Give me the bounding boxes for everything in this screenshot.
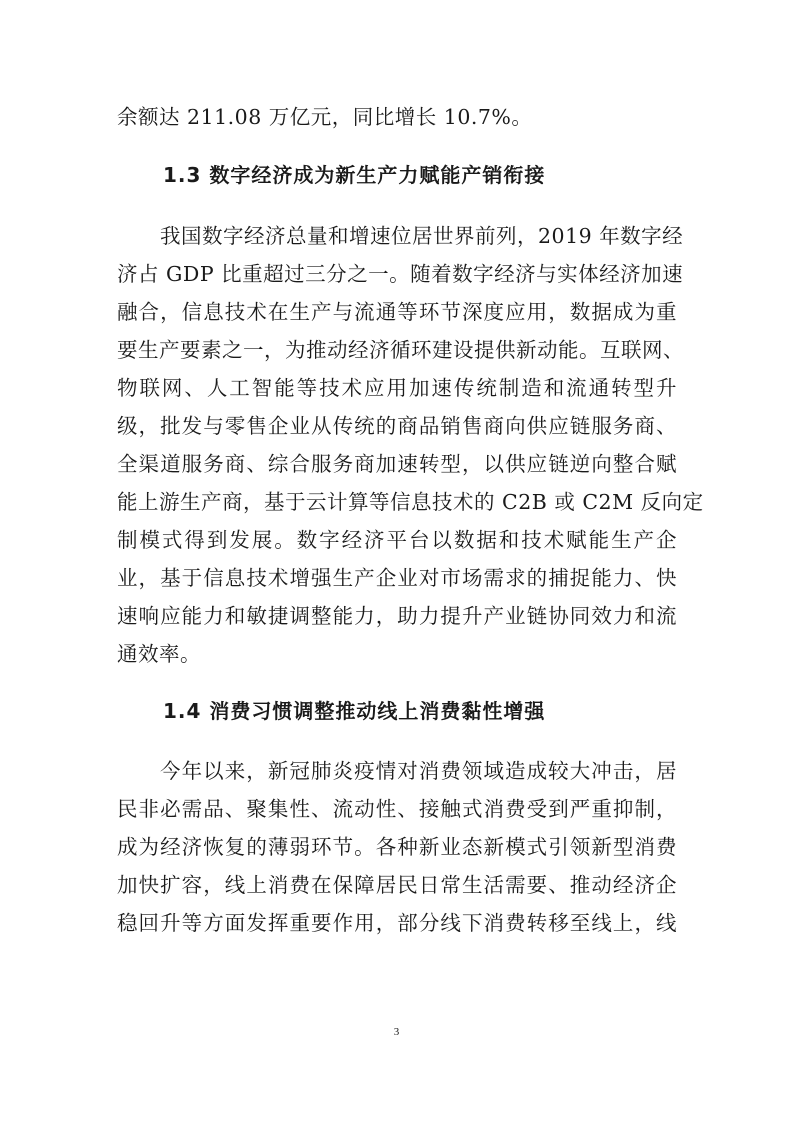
paragraph-line: 融合，信息技术在生产与流通等环节深度应用，数据成为重 xyxy=(117,300,677,324)
paragraph-line: 要生产要素之一，为推动经济循环建设提供新动能。互联网、 xyxy=(117,338,684,362)
paragraph-line: 级，批发与零售企业从传统的商品销售商向供应链服务商、 xyxy=(117,414,677,438)
paragraph-line: 民非必需品、聚集性、流动性、接触式消费受到严重抑制， xyxy=(117,797,677,821)
paragraph-line: 我国数字经济总量和增速位居世界前列，2019 年数字经 xyxy=(160,224,684,248)
section-heading-1-3: 1.3 数字经济成为新生产力赋能产销衔接 xyxy=(163,163,546,187)
paragraph-line: 速响应能力和敏捷调整能力，助力提升产业链协同效力和流 xyxy=(117,604,677,628)
paragraph-line: 通效率。 xyxy=(117,642,201,666)
paragraph-line: 稳回升等方面发挥重要作用，部分线下消费转移至线上，线 xyxy=(117,911,677,935)
paragraph-line: 能上游生产商，基于云计算等信息技术的 C2B 或 C2M 反向定 xyxy=(117,490,704,514)
paragraph-line: 物联网、人工智能等技术应用加速传统制造和流通转型升 xyxy=(117,376,677,400)
paragraph-line: 余额达 211.08 万亿元，同比增长 10.7%。 xyxy=(117,105,533,129)
paragraph-line: 今年以来，新冠肺炎疫情对消费领域造成较大冲击，居 xyxy=(160,759,677,783)
paragraph-line: 加快扩容，线上消费在保障居民日常生活需要、推动经济企 xyxy=(117,873,677,897)
paragraph-line: 制模式得到发展。数字经济平台以数据和技术赋能生产企 xyxy=(117,528,677,552)
section-heading-1-4: 1.4 消费习惯调整推动线上消费黏性增强 xyxy=(163,699,546,723)
paragraph-line: 成为经济恢复的薄弱环节。各种新业态新模式引领新型消费 xyxy=(117,835,677,859)
paragraph-line: 济占 GDP 比重超过三分之一。随着数字经济与实体经济加速 xyxy=(117,262,684,286)
paragraph-line: 业，基于信息技术增强生产企业对市场需求的捕捉能力、快 xyxy=(117,566,677,590)
page-number: 3 xyxy=(393,1026,400,1038)
paragraph-line: 全渠道服务商、综合服务商加速转型，以供应链逆向整合赋 xyxy=(117,452,677,476)
